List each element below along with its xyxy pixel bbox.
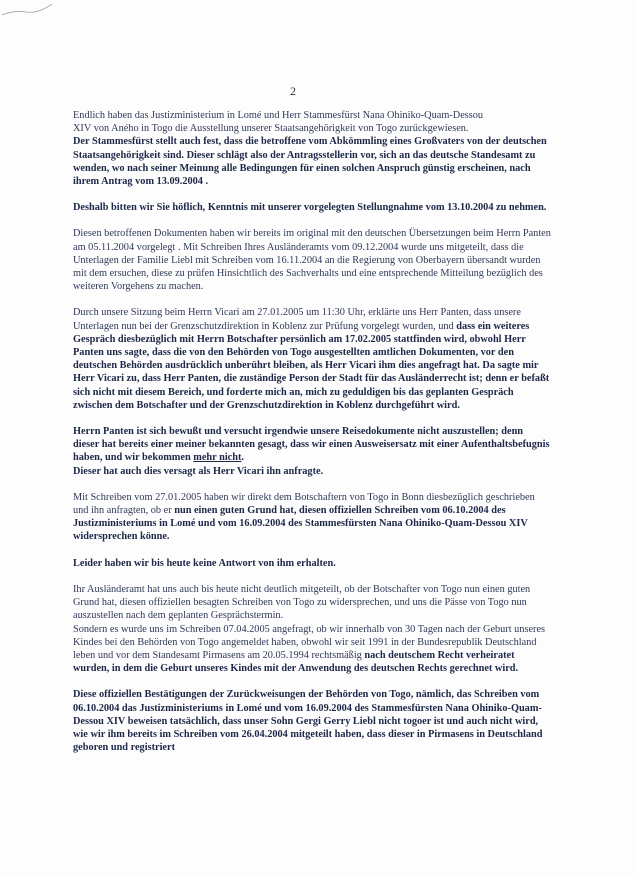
paragraph-documents: Diesen betroffenen Dokumenten haben wir bereits im original mit den deutschen Übersetzungen beim Herrn Panten am 05.11.2004 vorgelegt . Mit Schreiben Ihres Ausländeramts vom 09.12.2004 wurde uns mitgeteilt, dass die Unterlagen der Familie Liebl mit Schreiben vom 16.11.2004 an die Regierung von Oberbayern übersandt wurden mit dem ersuchen, diese zu prüfen Hinsichtlich des Sachverhalts und eine entsprechende Mitteilung bezüglich des weiteren Vorgehens zu machen. bbox=[73, 228, 551, 293]
paragraph-bold-text: Der Stammesfürst stellt auch fest, dass die betroffene vom Abkömmling eines Großvaters von der deutschen Staatsangehörigkeit sind. Dieser schlägt also der Antragsstellerin vor, sich an das deutsche Standesamt zu wenden, wo nach seiner Meinung alle Bedingungen für einen solchen Anspruch günstig erscheinen, nach ihrem Antrag vom 13.09.2004 . bbox=[73, 136, 547, 188]
paragraph-panten bbox=[73, 425, 551, 478]
paragraph-bold-text: nach deutschem Recht verheiratet wurden, in dem die Geburt unseres Kindes mit der Anwendung des deutschen Rechts gerechnet wird. bbox=[73, 649, 519, 675]
paragraph-bold-text: Herrn Panten ist sich bewußt und versucht irgendwie unsere Reisedokumente nicht auszustellen; denn dieser hat bereits einer meiner bekannten gesagt, dass wir einen Ausweisersatz mit einer Aufenthaltsbefugnis haben, und wir bekommen bbox=[73, 426, 550, 464]
paragraph-ambassador-letter bbox=[73, 491, 551, 544]
paragraph-text: XIV von Aného in Togo die Ausstellung unserer Staatsangehörigkeit von Togo zurückgewiesen. bbox=[73, 123, 469, 135]
scan-scratch-mark bbox=[0, 0, 60, 20]
underlined-text: mehr nicht bbox=[193, 452, 242, 464]
paragraph-rejection bbox=[73, 109, 551, 188]
period: . bbox=[241, 452, 244, 464]
paragraph-bold-text: Dieser hat auch dies versagt als Herr Vicari ihn anfragte. bbox=[73, 465, 324, 477]
letter-body bbox=[73, 109, 551, 754]
page-number: 2 bbox=[290, 84, 296, 98]
paragraph-text: Endlich haben das Justizministerium in Lomé und Herr Stammesfürst Nana Ohiniko-Quam-Dessou bbox=[73, 110, 484, 121]
paragraph-text: Mit Schreiben vom 27.01.2005 haben wir direkt dem Botschaftern von Togo in Bonn diesbezüglich geschrieben und ihn anfragten, ob er bbox=[73, 491, 535, 517]
paragraph-text: Sondern es wurde uns im Schreiben 07.04.2005 angefragt, ob wir innerhalb von 30 Tagen nach der Geburt unseres Kindes bei den Behörden von Togo angemeldet haben, obwohl wir seit 1991 in der Bundesrepublik Deutschland leben und vor dem Standesamt Pirmasens am 20.05.1994 rechtsmäßig bbox=[73, 623, 546, 661]
paragraph-confirmations: Diese offiziellen Bestätigungen der Zurückweisungen der Behörden von Togo, nämlich, das Schreiben vom 06.10.2004 das Justizministeriums in Lomé und vom 16.09.2004 des Stammesfürsten Nana Ohiniko-Quam-Dessou XIV beweisen tatsächlich, dass unser Sohn Gergi Gerry Liebl nicht togoer ist und auch nicht wird, wie wir ihm bereits im Schreiben vom 26.04.2004 mitgeteilt haben, dass dieser in Pirmasens in Deutschland geboren und registriert bbox=[73, 689, 543, 754]
paragraph-text: Ihr Ausländeramt hat uns auch bis heute nicht deutlich mitgeteilt, ob der Botschafter von Togo nun einen guten Grund hat, diesen offiziellen besagten Schreiben von Togo zu widersprechen, und uns die Pässe von Togo nun auszustellen nach dem geplanten Gesprächstermin. bbox=[73, 583, 531, 622]
paragraph-request: Deshalb bitten wir Sie höflich, Kenntnis mit unserer vorgelegten Stellungnahme vom 13.10.2004 zu nehmen. bbox=[73, 202, 547, 214]
paragraph-text: Durch unsere Sitzung beim Herrn Vicari am 27.01.2005 um 11:30 Uhr, erklärte uns Herr Panten, dass unsere Unterlagen nun bei der Grenzschutzdirektion in Koblenz zur Prüfung vorgelegt wurden, und bbox=[73, 307, 521, 332]
paragraph-mixed bbox=[73, 623, 551, 676]
paragraph-no-answer: Leider haben wir bis heute keine Antwort von ihm erhalten. bbox=[73, 557, 336, 569]
paragraph-meeting bbox=[73, 306, 551, 412]
paragraph-foreigners-office bbox=[73, 583, 551, 675]
paragraph-bold-text: dass ein weiteres Gespräch diesbezüglich mit Herrn Botschafter persönlich am 17.02.2005 stattfinden wird, obwohl Herr Panten uns sagte, dass die von den Behörden von Togo ausgestellten amtlichen Dokumenten, vor den deutschen Behörden ausdrücklich unberührt bleiben, als Herr Vicari ihm dies angefragt hat. Da sagte mir Herr Vicari zu, dass Herr Panten, die zuständige Person der Stadt für das Ausländerrecht ist; denn er befaßt sich nicht mit diesem Bereich, und forderte mich an, mich zu geduldigen bis das geplanten Gespräch zwischen dem Botschafter und der Grenzschutzdirektion in Koblenz durchgeführt wird. bbox=[73, 320, 550, 411]
paragraph-bold-text: nun einen guten Grund hat, diesen offiziellen Schreiben vom 06.10.2004 des Justizministeriums in Lomé und vom 16.09.2004 des Stammesfürsten Nana Ohiniko-Quam-Dessou XIV widersprechen könne. bbox=[73, 505, 528, 543]
